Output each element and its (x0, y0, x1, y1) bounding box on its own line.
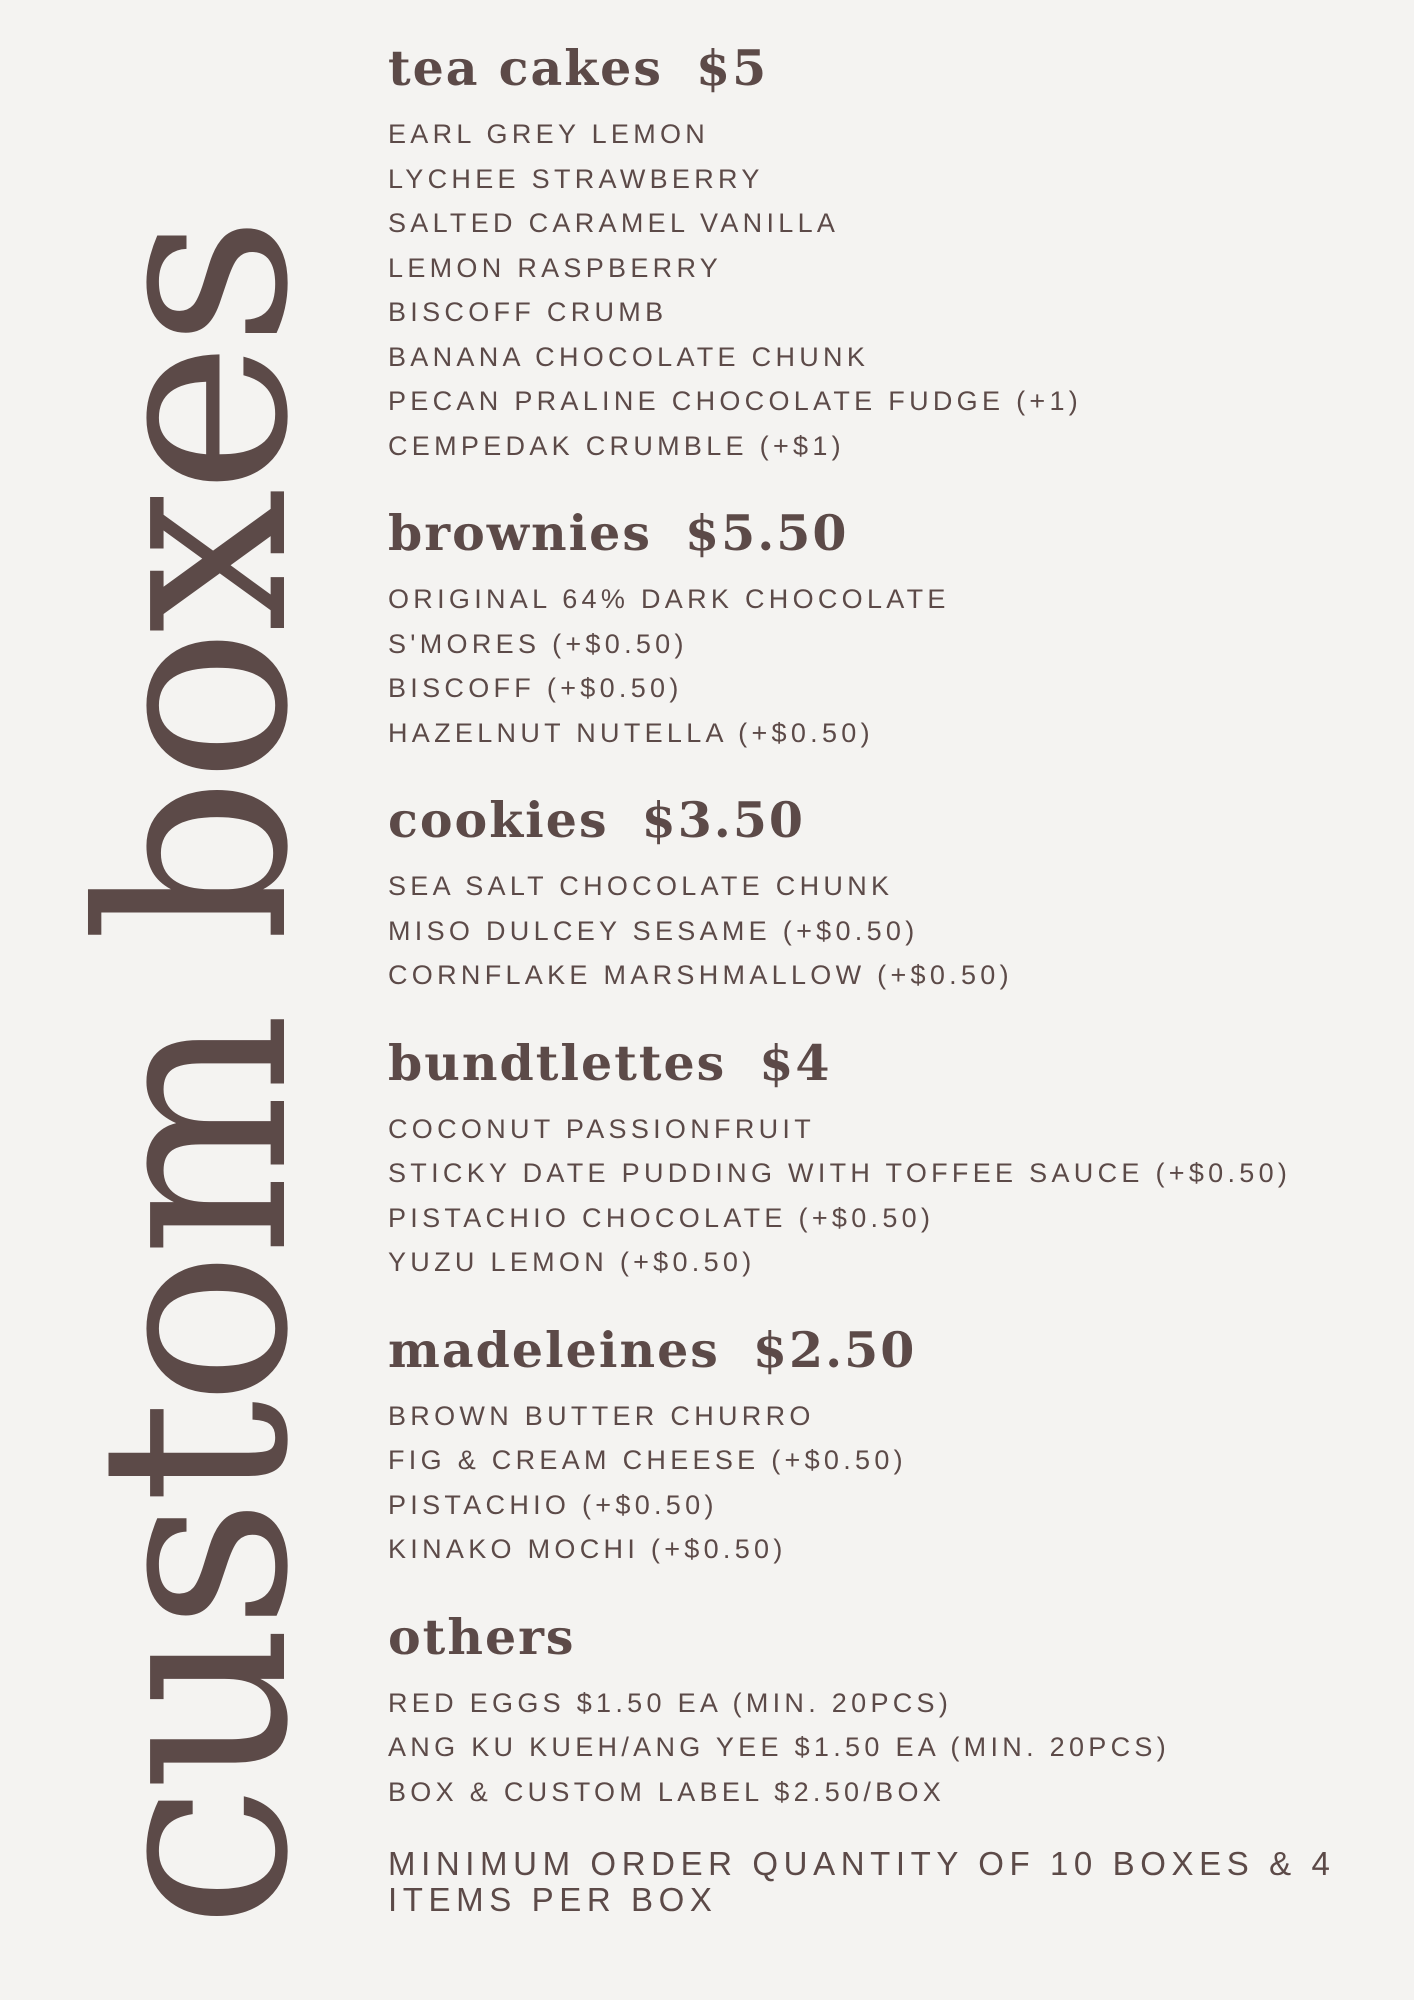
menu-item: CORNFLAKE MARSHMALLOW (+$0.50) (388, 960, 1013, 990)
item-list (388, 864, 1388, 998)
menu (388, 28, 1388, 1918)
minimum-order-note: MINIMUM ORDER QUANTITY OF 10 BOXES & 4 ITEMS PER BOX (388, 1845, 1336, 1918)
section-heading (388, 28, 1388, 108)
menu-item: MISO DULCEY SESAME (+$0.50) (388, 915, 919, 946)
menu-item: FIG & CREAM CHEESE (+$0.50) (388, 1445, 907, 1475)
section-name: bundtlettes (388, 1033, 727, 1092)
section-brownies (388, 493, 1388, 755)
menu-item: STICKY DATE PUDDING WITH TOFFEE SAUCE (+$0.50) (388, 1158, 1292, 1188)
section-name: cookies (388, 791, 609, 849)
menu-item: BROWN BUTTER CHURRO (388, 1400, 815, 1431)
menu-item: BISCOFF (+$0.50) (388, 673, 683, 703)
side-title: custom boxes (45, 221, 345, 1929)
menu-item: BANANA CHOCOLATE CHUNK (388, 341, 870, 372)
section-name: madeleines (388, 1320, 720, 1379)
menu-item: COCONUT PASSIONFRUIT (388, 1113, 816, 1144)
section-name: others (388, 1607, 576, 1666)
menu-item: BOX & CUSTOM LABEL $2.50/BOX (388, 1776, 946, 1807)
section-spacer (388, 468, 1388, 493)
section-price: $4 (759, 1033, 832, 1092)
section-name: tea cakes (388, 39, 663, 97)
section-bundtlettes (388, 1023, 1388, 1285)
section-heading (388, 1310, 1388, 1390)
menu-item: HAZELNUT NUTELLA (+$0.50) (388, 717, 874, 748)
section-heading (388, 493, 1388, 573)
item-list (388, 1394, 1388, 1572)
menu-item: ORIGINAL 64% DARK CHOCOLATE (388, 584, 950, 614)
menu-item: LEMON RASPBERRY (388, 252, 723, 283)
menu-item: YUZU LEMON (+$0.50) (388, 1247, 756, 1277)
menu-item: S'MORES (+$0.50) (388, 628, 688, 659)
menu-item: EARL GREY LEMON (388, 119, 710, 149)
item-list (388, 577, 1388, 755)
section-heading (388, 1023, 1388, 1103)
section-heading (388, 780, 1388, 860)
menu-item: PISTACHIO (+$0.50) (388, 1489, 718, 1520)
menu-item: PECAN PRALINE CHOCOLATE FUDGE (+1) (388, 386, 1083, 416)
menu-item: BISCOFF CRUMB (388, 297, 668, 327)
item-list (388, 1681, 1388, 1815)
section-heading (388, 1597, 1388, 1677)
section-spacer (388, 998, 1388, 1023)
menu-item: KINAKO MOCHI (+$0.50) (388, 1534, 787, 1564)
menu-item: SEA SALT CHOCOLATE CHUNK (388, 871, 894, 901)
item-list (388, 112, 1388, 468)
section-cookies (388, 780, 1388, 998)
menu-item: PISTACHIO CHOCOLATE (+$0.50) (388, 1202, 935, 1233)
section-price: $2.50 (752, 1320, 917, 1379)
menu-item: SALTED CARAMEL VANILLA (388, 208, 840, 238)
section-price: $5 (695, 39, 769, 97)
section-price: $5.50 (685, 504, 849, 562)
section-name: brownies (388, 504, 652, 562)
section-spacer (388, 1285, 1388, 1310)
item-list (388, 1107, 1388, 1285)
menu-item: CEMPEDAK CRUMBLE (+$1) (388, 430, 845, 461)
section-spacer (388, 755, 1388, 780)
section-others (388, 1597, 1388, 1815)
section-madeleines (388, 1310, 1388, 1572)
menu-item: RED EGGS $1.50 EA (MIN. 20PCS) (388, 1687, 953, 1718)
section-tea-cakes (388, 28, 1388, 468)
menu-item: LYCHEE STRAWBERRY (388, 163, 764, 194)
section-spacer (388, 1572, 1388, 1597)
section-price: $3.50 (641, 791, 806, 849)
menu-item: ANG KU KUEH/ANG YEE $1.50 EA (MIN. 20PCS) (388, 1732, 1171, 1762)
